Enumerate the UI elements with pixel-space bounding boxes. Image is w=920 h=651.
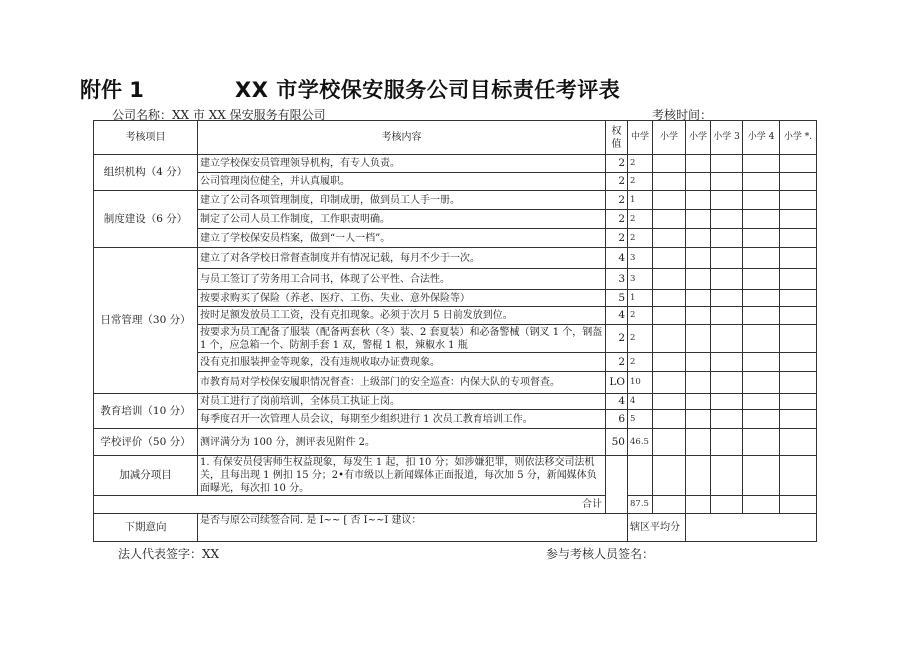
row-weight: 4 (606, 248, 628, 269)
table-row (94, 269, 817, 290)
table-row (94, 248, 817, 269)
row-content: 按要求为员工配备了服装（配备两套秋（冬）装、2 套夏装）和必备警械（钢叉 1 个，钢盔 1 个，应急箱一个、防割手套 1 双，警棍 1 根，辣椒水 1 瓶 (198, 325, 606, 353)
next-content: 是否与原公司续签合同. 是 I~~ [ 否 I~~I 建议： (198, 514, 628, 542)
row-weight: 2 (606, 173, 628, 191)
row-content: 市教育局对学校保安履职情况督查：上级部门的安全巡查：内保大队的专项督查。 (198, 372, 606, 394)
total-value: 87.5 (628, 496, 653, 514)
row-score: 2 (628, 155, 653, 173)
row-score: 2 (628, 173, 653, 191)
table-row (94, 456, 817, 496)
next-row (94, 514, 817, 542)
table-row (94, 410, 817, 429)
page-title: XX 市学校保安服务公司目标责任考评表 (235, 78, 621, 102)
row-score: 3 (628, 248, 653, 269)
row-weight: LO (606, 372, 628, 394)
group-bonus: 加减分项目 (94, 456, 198, 496)
group-school-eval: 学校评价（50 分） (94, 429, 198, 456)
row-content: 与员工签订了劳务用工合同书，体现了公平性、合法性。 (198, 269, 606, 290)
table-row (94, 191, 817, 210)
group-system: 制度建设（6 分） (94, 191, 198, 248)
row-weight: 2 (606, 191, 628, 210)
table-row (94, 353, 817, 372)
district-avg-label: 辖区平均分 (628, 514, 686, 542)
row-content: 每季度召开一次管理人员会议，每期至少组织进行 1 次员工教育培训工作。 (198, 410, 606, 429)
row-score: 2 (628, 210, 653, 229)
table-row (94, 394, 817, 410)
header-col1: 中学 (628, 121, 653, 155)
row-score: 1 (628, 191, 653, 210)
table-row (94, 155, 817, 173)
signature-row (118, 545, 838, 562)
header-col3: 小学 (686, 121, 711, 155)
group-next: 下期意向 (94, 514, 198, 542)
row-content: 建立了学校保安员档案，做到“一人一档”。 (198, 229, 606, 248)
row-score: 2 (628, 229, 653, 248)
row-content: 公司管理岗位健全，并认真履职。 (198, 173, 606, 191)
heading (80, 74, 621, 104)
row-score: 4 (628, 394, 653, 410)
bonus-content: 1. 有保安员侵害师生权益现象，每发生 1 起，扣 10 分；如涉嫌犯罪，则依法移交司法机关，且每出现 1 例扣 15 分；2•有市级以上新闻媒体正面报道，每次加 5 分，新闻媒体负面曝光，每次扣 10 分。 (198, 456, 606, 496)
annex-label: 附件 1 (80, 78, 144, 102)
row-score: 5 (628, 410, 653, 429)
row-weight: 2 (606, 155, 628, 173)
company-name: 公司名称：XX 市 XX 保安服务有限公司 (112, 108, 326, 122)
group-daily: 日常管理（30 分） (94, 248, 198, 394)
row-score: 2 (628, 307, 653, 325)
table-row (94, 325, 817, 353)
header-col4: 小学 3 (711, 121, 743, 155)
row-score: 3 (628, 269, 653, 290)
row-weight: 4 (606, 394, 628, 410)
group-org: 组织机构（4 分） (94, 155, 198, 191)
header-item: 考核项目 (94, 121, 198, 155)
row-weight: 2 (606, 325, 628, 353)
row-content: 没有克扣服装押金等现象，没有违规收取办证费现象。 (198, 353, 606, 372)
row-content: 按要求购买了保险（养老、医疗、工伤、失业、意外保险等） (198, 290, 606, 307)
header-row (94, 121, 817, 155)
legal-sign: 法人代表签字：XX (118, 547, 220, 561)
row-weight: 2 (606, 353, 628, 372)
row-content: 建立了对各学校日常督查制度并有情况记载，每月不少于一次。 (198, 248, 606, 269)
row-score: 2 (628, 325, 653, 353)
group-training: 教育培训（10 分） (94, 394, 198, 429)
row-score: 46.5 (628, 429, 653, 456)
row-weight: 50 (606, 429, 628, 456)
row-weight: 2 (606, 210, 628, 229)
row-weight: 4 (606, 307, 628, 325)
row-weight: 6 (606, 410, 628, 429)
row-content: 建立了公司各项管理制度，印制成册，做到员工人手一册。 (198, 191, 606, 210)
table-row (94, 290, 817, 307)
header-col6: 小学 *. (780, 121, 817, 155)
header-col2: 小学 (653, 121, 686, 155)
total-row (94, 496, 817, 514)
row-content: 测评满分为 100 分，测评表见附件 2。 (198, 429, 606, 456)
reviewer-sign: 参与考核人员签名： (546, 547, 655, 561)
header-col5: 小学 4 (743, 121, 780, 155)
row-content: 按时足额发放员工工资，没有克扣现象。必须于次月 5 日前发放到位。 (198, 307, 606, 325)
review-time-label: 考核时间： (652, 108, 713, 122)
row-weight: 2 (606, 229, 628, 248)
header-content: 考核内容 (198, 121, 606, 155)
table-row (94, 229, 817, 248)
row-content: 建立学校保安员管理领导机构，有专人负责。 (198, 155, 606, 173)
table-row (94, 173, 817, 191)
row-content: 制定了公司人员工作制度，工作职责明确。 (198, 210, 606, 229)
row-content: 对员工进行了岗前培训，全体员工执证上岗。 (198, 394, 606, 410)
table-row (94, 429, 817, 456)
row-score: 1 (628, 290, 653, 307)
row-score: 2 (628, 353, 653, 372)
header-weight: 权值 (606, 121, 628, 155)
table-row (94, 210, 817, 229)
table-row (94, 372, 817, 394)
evaluation-table (93, 120, 817, 542)
table-row (94, 307, 817, 325)
row-score: 10 (628, 372, 653, 394)
row-weight: 5 (606, 290, 628, 307)
row-weight: 3 (606, 269, 628, 290)
total-label: 合计 (94, 496, 606, 514)
